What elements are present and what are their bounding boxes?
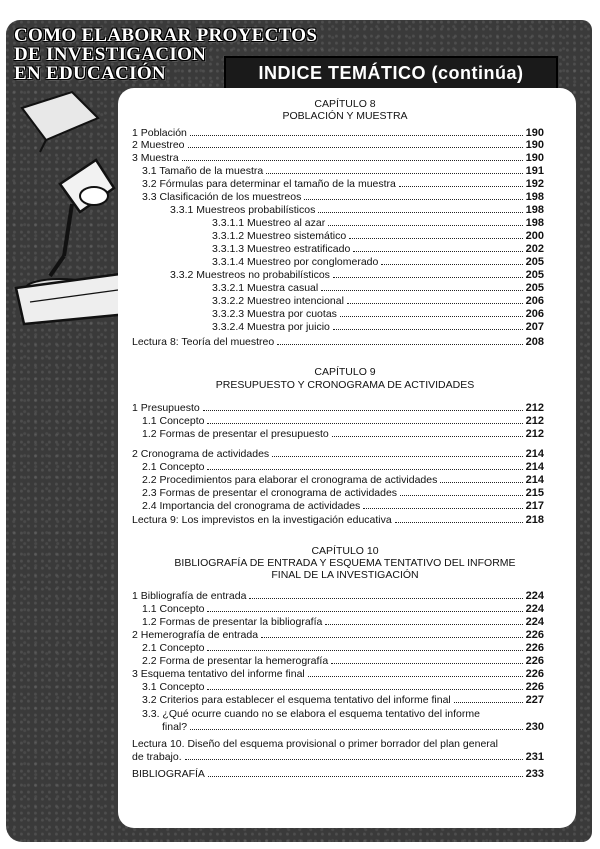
book-title-line: COMO ELABORAR PROYECTOS xyxy=(14,25,318,46)
toc-entry: 2.4 Importancia del cronograma de actividades 217 xyxy=(142,500,544,512)
index-banner xyxy=(224,56,558,90)
toc-entry: 3 Esquema tentativo del informe final 226 xyxy=(132,668,544,680)
toc-entry: 3 Muestra 190 xyxy=(132,152,544,164)
toc-entry: 1.1 Concepto 212 xyxy=(142,415,544,427)
toc-entry: 2.2 Forma de presentar la hemerografía 226 xyxy=(142,655,544,667)
toc-entry: 1 Presupuesto 212 xyxy=(132,402,544,414)
toc-entry: Lectura 9: Los imprevistos en la investigación educativa 218 xyxy=(132,514,544,526)
toc-entry: 2 Cronograma de actividades 214 xyxy=(132,448,544,460)
toc-entry-line: 3.3. ¿Qué ocurre cuando no se elabora el esquema tentativo del informe xyxy=(142,708,480,720)
toc-entry-line: Lectura 10. Diseño del esquema provisional o primer borrador del plan general xyxy=(132,738,498,750)
index-banner-text: INDICE TEMÁTICO (continúa) xyxy=(258,62,524,83)
book-title-line: DE INVESTIGACION xyxy=(14,44,207,65)
toc-entry: 3.1 Concepto 226 xyxy=(142,681,544,693)
toc-entry: 3.3.2.1 Muestra casual 205 xyxy=(212,282,544,294)
book-title-line: EN EDUCACIÓN xyxy=(14,63,166,84)
chapter-8-subheading: POBLACIÓN Y MUESTRA xyxy=(282,110,408,122)
toc-entry: 2.3 Formas de presentar el cronograma de actividades 215 xyxy=(142,487,544,499)
toc-entry: de trabajo. 231 xyxy=(132,751,544,763)
toc-entry: 1 Población 190 xyxy=(132,127,544,139)
toc-entry: 3.3 Clasificación de los muestreos 198 xyxy=(142,191,544,203)
toc-entry: 1.2 Formas de presentar el presupuesto 212 xyxy=(142,428,544,440)
toc-entry: 3.3.1.3 Muestreo estratificado 202 xyxy=(212,243,544,255)
toc-entry: 1 Bibliografía de entrada 224 xyxy=(132,590,544,602)
chapter-10-subheading: BIBLIOGRAFÍA DE ENTRADA Y ESQUEMA TENTATIVO DEL INFORME xyxy=(174,557,516,569)
toc-entry: 3.1 Tamaño de la muestra 191 xyxy=(142,165,544,177)
chapter-8-heading: CAPÍTULO 8 xyxy=(314,98,376,110)
toc-entry: 3.3.2 Muestreos no probabilísticos 205 xyxy=(170,269,544,281)
toc-entry: 2.1 Concepto 214 xyxy=(142,461,544,473)
toc-entry: 2.2 Procedimientos para elaborar el cronograma de actividades 214 xyxy=(142,474,544,486)
toc-entry: 2 Hemerografía de entrada 226 xyxy=(132,629,544,641)
chapter-9-heading: CAPÍTULO 9 xyxy=(314,366,376,378)
chapter-10-subheading: FINAL DE LA INVESTIGACIÓN xyxy=(271,569,419,581)
toc-entry: 3.3.1.2 Muestreo sistemático 200 xyxy=(212,230,544,242)
toc-entry: 3.2 Criterios para establecer el esquema tentativo del informe final 227 xyxy=(142,694,544,706)
toc-entry: final? 230 xyxy=(162,721,544,733)
chapter-10-heading: CAPÍTULO 10 xyxy=(311,545,379,557)
toc-entry: 3.3.2.2 Muestreo intencional 206 xyxy=(212,295,544,307)
toc-entry: 1.1 Concepto 224 xyxy=(142,603,544,615)
desk-lamp-illustration xyxy=(10,88,130,328)
toc-entry-bibliography: BIBLIOGRAFÍA 233 xyxy=(132,768,544,780)
toc-entry: 3.2 Fórmulas para determinar el tamaño de la muestra 192 xyxy=(142,178,544,190)
toc-entry: 3.3.1.4 Muestreo por conglomerado 205 xyxy=(212,256,544,268)
toc-entry: 2 Muestreo 190 xyxy=(132,139,544,151)
book-title xyxy=(14,25,318,84)
toc-entry: 3.3.1 Muestreos probabilísticos 198 xyxy=(170,204,544,216)
toc-entry: Lectura 8: Teoría del muestreo 208 xyxy=(132,336,544,348)
toc-entry: 3.3.2.4 Muestra por juicio 207 xyxy=(212,321,544,333)
toc-entry: 1.2 Formas de presentar la bibliografía 224 xyxy=(142,616,544,628)
toc-entry: 3.3.2.3 Muestra por cuotas 206 xyxy=(212,308,544,320)
chapter-9-subheading: PRESUPUESTO Y CRONOGRAMA DE ACTIVIDADES xyxy=(215,379,475,391)
toc-entry: 2.1 Concepto 226 xyxy=(142,642,544,654)
toc-entry: 3.3.1.1 Muestreo al azar 198 xyxy=(212,217,544,229)
